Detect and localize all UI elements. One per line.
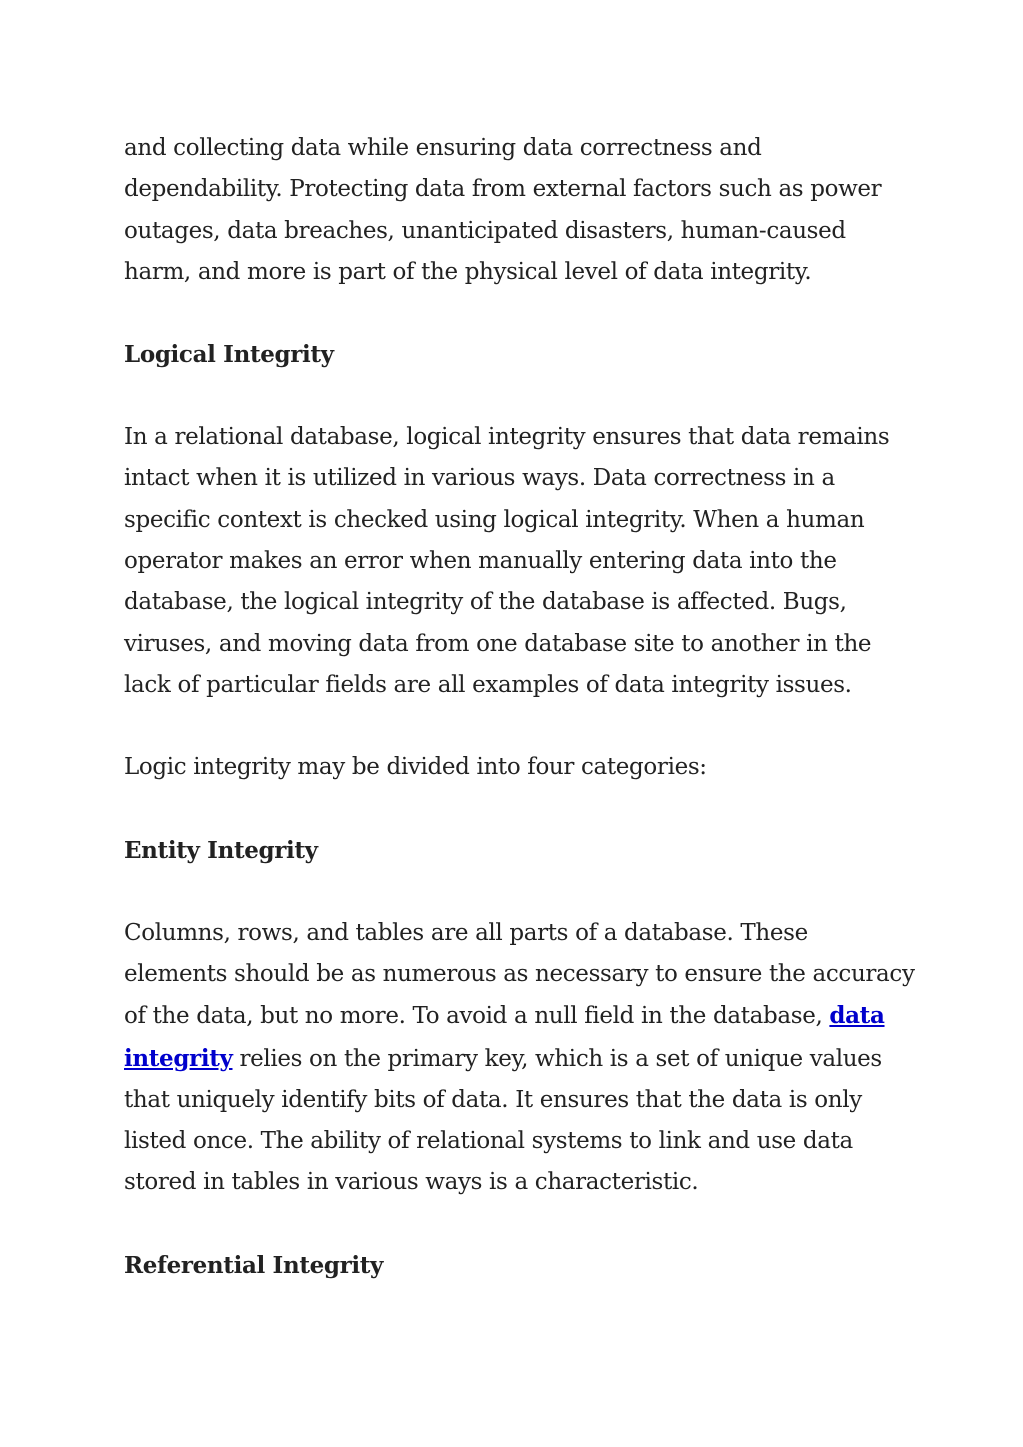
- text-line: that uniquely identify bits of data. It ensures that the data is only: [124, 1086, 862, 1113]
- text-line: [124, 1038, 914, 1080]
- text-line: [124, 995, 914, 1037]
- paragraph-spacer: [124, 706, 914, 747]
- heading-logical-integrity: Logical Integrity: [124, 341, 334, 369]
- text-line: stored in tables in various ways is a characteristic.: [124, 1169, 699, 1196]
- paragraph-spacer: [124, 789, 914, 830]
- text-line: dependability. Protecting data from external factors such as power: [124, 176, 882, 203]
- text-line: listed once. The ability of relational systems to link and use data: [124, 1128, 853, 1155]
- paragraph-categories-intro: Logic integrity may be divided into four categories:: [124, 754, 707, 781]
- heading-entity-integrity: Entity Integrity: [124, 837, 318, 865]
- paragraph-spacer: [124, 1204, 914, 1245]
- data-integrity-link[interactable]: data: [829, 1002, 885, 1030]
- text-line: harm, and more is part of the physical level of data integrity.: [124, 258, 812, 285]
- data-integrity-link-continued[interactable]: integrity: [124, 1044, 233, 1072]
- text-line: elements should be as numerous as necessary to ensure the accuracy: [124, 960, 915, 987]
- document-page: [124, 128, 914, 1286]
- paragraph-spacer: [124, 293, 914, 334]
- text-segment: of the data, but no more. To avoid a null field in the database,: [124, 1003, 830, 1030]
- paragraph-physical-integrity: [124, 128, 914, 293]
- heading-referential-integrity: Referential Integrity: [124, 1252, 384, 1280]
- text-line: lack of particular fields are all examples of data integrity issues.: [124, 671, 852, 698]
- text-line: specific context is checked using logical integrity. When a human: [124, 506, 865, 533]
- paragraph-entity-integrity: [124, 913, 914, 1204]
- text-line: viruses, and moving data from one database site to another in the: [124, 630, 872, 657]
- text-line: intact when it is utilized in various ways. Data correctness in a: [124, 465, 835, 492]
- text-line: database, the logical integrity of the database is affected. Bugs,: [124, 589, 847, 616]
- paragraph-spacer: [124, 871, 914, 912]
- text-segment: relies on the primary key, which is a set of unique values: [232, 1045, 882, 1072]
- text-line: and collecting data while ensuring data correctness and: [124, 135, 762, 161]
- paragraph-logical-integrity: [124, 417, 914, 706]
- text-line: In a relational database, logical integrity ensures that data remains: [124, 424, 890, 451]
- text-line: Columns, rows, and tables are all parts of a database. These: [124, 919, 808, 946]
- text-line: outages, data breaches, unanticipated disasters, human-caused: [124, 217, 846, 244]
- paragraph-spacer: [124, 376, 914, 417]
- text-line: operator makes an error when manually entering data into the: [124, 547, 837, 574]
